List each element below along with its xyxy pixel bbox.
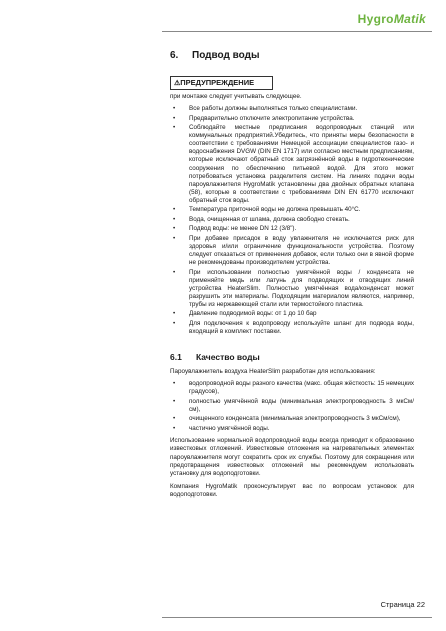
list-item: • Соблюдайте местные предписания водопроводных станций или коммунальных предприятий.Убедитесь, что приняты меры безопасности в соответствии с требованиями Немецкой ассоциации специалистов газо- и водоснабжения DVGW (DIN EN 1717) или согласно местным предписаниям, которые исключают обратный сток загрязнённой воды в гидротехнические сооружения по обеспечению питьевой водой. Для этого может потребоваться установка разделителя систем. На линиях подачи воды пароувлажнителя HygroMatik установлены два двойных обратных клапана (58), которые в соответствии с требованиями DIN EN 61770 исключают обратный сток воды.: [170, 124, 414, 205]
subsection-heading: [170, 352, 414, 362]
list-item: • Температура приточной воды не должна превышать 40°C.: [170, 206, 414, 214]
section-heading: [170, 50, 414, 62]
logo-text-matik: Matik: [393, 12, 426, 26]
logo-text-hygro: Hygro: [357, 12, 394, 26]
section-number: 6.: [170, 50, 179, 61]
list-item: • При использовании полностью умягчённой воды / конденсата не применяйте медь или латунь для подводящих и отводящих линий устройства HeaterSlim. Полностью умягчённая вода/конденсат может разрушить эти материалы. Подходящим материалом являются, например, трубы из нержавеющей стали или термостойкого пластика.: [170, 269, 414, 309]
warning-label: ПРЕДУПРЕЖДЕНИЕ: [180, 78, 255, 87]
list-item: • водопроводной воды разного качества (макс. общая жёсткость: 15 немецких градусов),: [170, 380, 414, 396]
list-item: • Вода, очищенная от шлама, должна свободно стекать.: [170, 216, 414, 224]
section-title: Подвод воды: [192, 50, 260, 61]
list-item: • Давление подводимой воды: от 1 до 10 бар: [170, 310, 414, 318]
page-number: Страница 22: [380, 600, 425, 609]
header-divider: [162, 31, 432, 32]
warning-intro: при монтаже следует учитывать следующее.: [170, 93, 302, 100]
warning-box: [170, 76, 273, 90]
list-item: • полностью умягчённой воды (минимальная электропроводность 3 мкСм/см),: [170, 398, 414, 414]
list-item: • При добавке присадок в воду увлажнителя не исключается риск для здоровья и/или ограничение функциональности устройства. Поэтому следует отказаться от применения добавок, если только они в явной форме не рекомендованы производителем устройства.: [170, 235, 414, 267]
quality-paragraph: Использование нормальной водопроводной воды всегда приводит к образованию известковых отложений. Известковые отложения на нагревательных элементах пароувлажнителя могут сократить срок их службы. Поэтому для сокращения или предотвращения известковых отложений мы рекомендуем использовать установку для водоподготовки.: [170, 437, 414, 477]
quality-intro: Пароувлажнитель воздуха HeaterSlim разработан для использования:: [170, 368, 376, 376]
list-item: • очищенного конденсата (минимальная электропроводность 3 мкСм/см),: [170, 415, 414, 423]
quality-paragraph: Компания HygroMatik проконсультирует вас по вопросам установок для водоподготовки.: [170, 482, 414, 498]
list-item: • Подвод воды: не менее DN 12 (3/8").: [170, 225, 414, 233]
quality-list: [170, 380, 414, 433]
footer-divider: [162, 617, 432, 618]
subsection-number: 6.1: [170, 352, 182, 363]
list-item: • Все работы должны выполняться только специалистами.: [170, 105, 414, 113]
list-item: • Для подключения к водопроводу используйте шланг для подвода воды, входящий в комплект поставки.: [170, 320, 414, 336]
list-item: • частично умягчённой воды.: [170, 425, 414, 433]
warning-list: [170, 105, 414, 336]
page-content: [170, 50, 414, 499]
hygromatik-logo: [358, 12, 426, 26]
subsection-title: Качество воды: [196, 352, 260, 363]
warning-triangle-icon: ⚠: [174, 80, 181, 87]
list-item: • Предварительно отключите электропитание устройства.: [170, 115, 414, 123]
